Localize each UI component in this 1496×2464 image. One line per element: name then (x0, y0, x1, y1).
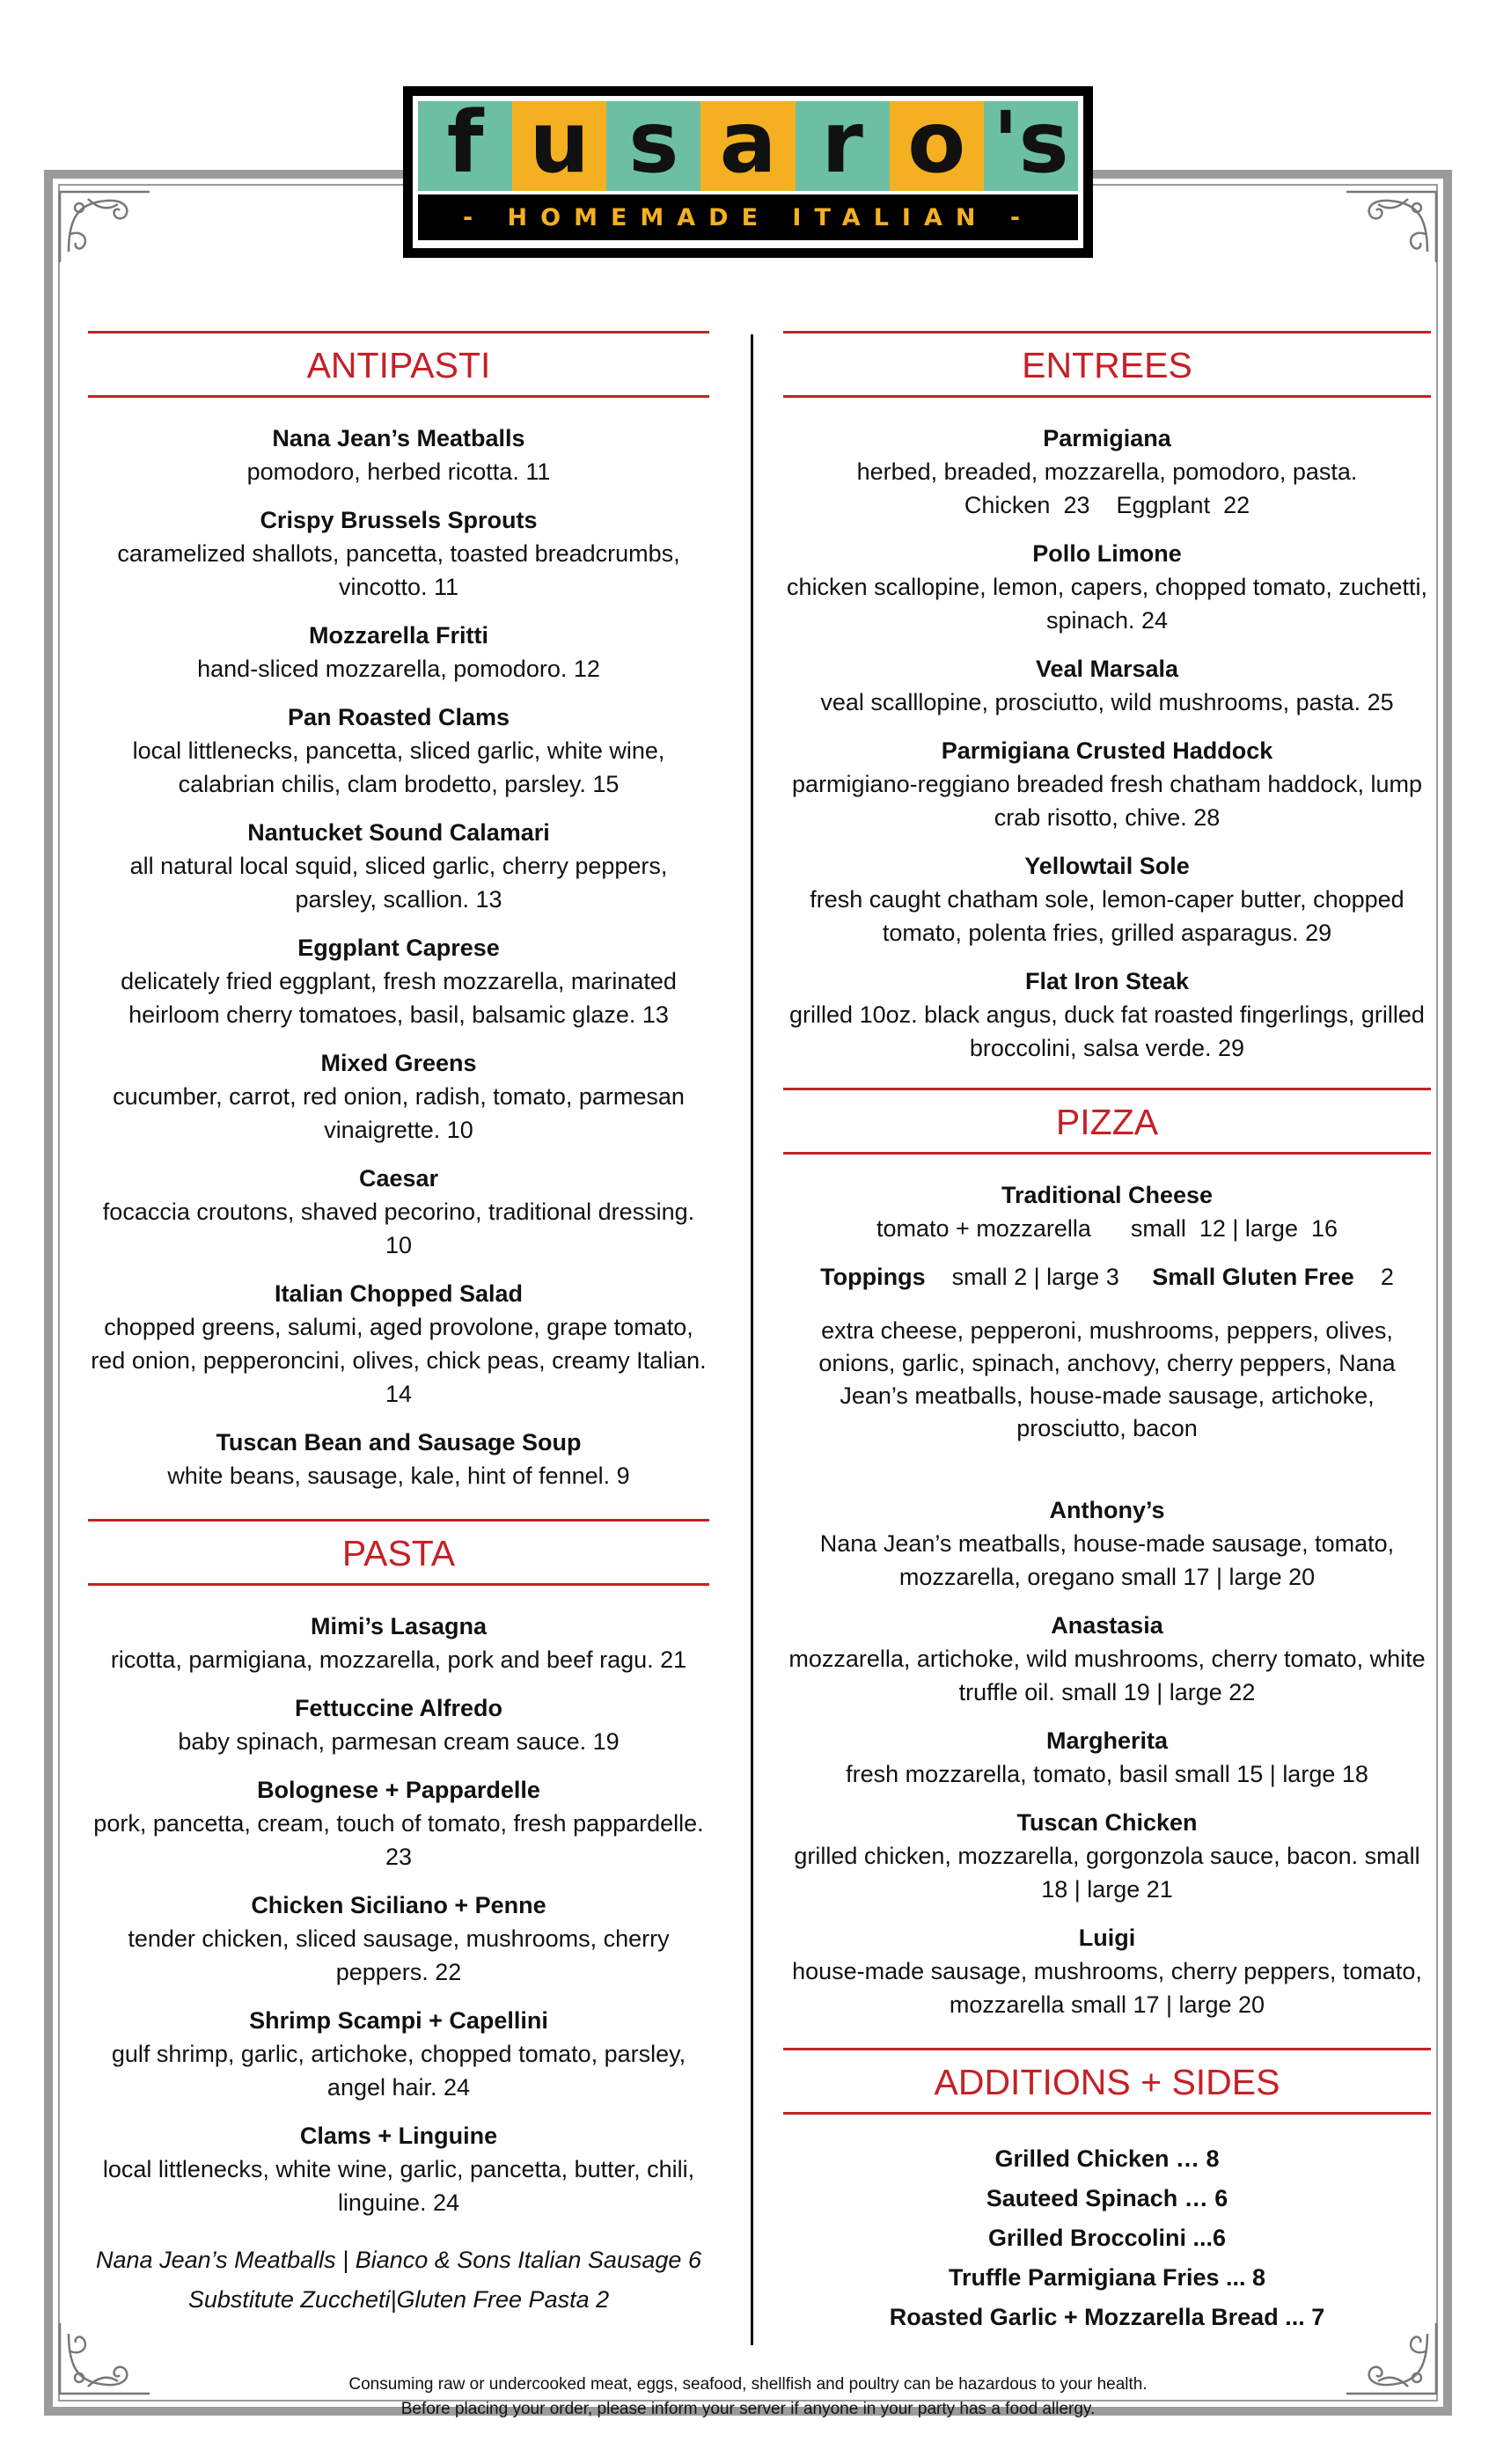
item-desc: tomato + mozzarella small 12 | large 16 (876, 1215, 1338, 1242)
side-item: Truffle Parmigiana Fries ... 8 (948, 2264, 1266, 2291)
item-desc: ricotta, parmigiana, mozzarella, pork and beef ragu. 21 (110, 1646, 687, 1673)
item-desc: grilled 10oz. black angus, duck fat roasted fingerlings, grilled broccolini, salsa verde. 29 (789, 1001, 1425, 1061)
item-name: Nantucket Sound Calamari (247, 819, 550, 846)
menu-item (88, 504, 709, 604)
item-name: Clams + Linguine (299, 2123, 498, 2149)
toppings-row (783, 1261, 1431, 1294)
item-desc: house-made sausage, mushrooms, cherry peppers, tomato, mozzarella small 17 | large 20 (792, 1958, 1422, 2018)
item-desc: baby spinach, parmesan cream sauce. 19 (178, 1728, 620, 1755)
menu-item (88, 1162, 709, 1262)
logo-letter: o (907, 93, 966, 192)
side-item: Sauteed Spinach … 6 (986, 2185, 1228, 2211)
right-column (783, 331, 1431, 2337)
item-desc: pomodoro, herbed ricotta. 11 (246, 458, 551, 485)
menu-item (88, 1692, 709, 1758)
item-name: Crispy Brussels Sprouts (260, 507, 538, 533)
item-name: Caesar (358, 1165, 439, 1192)
logo-tagline: - HOMEMADE ITALIAN - (418, 194, 1078, 240)
menu-item (88, 817, 709, 916)
item-desc: veal scalllopine, prosciutto, wild mushrooms, pasta. 25 (820, 689, 1394, 715)
item-name: Fettuccine Alfredo (294, 1695, 503, 1721)
item-name: Flat Iron Steak (1024, 968, 1190, 994)
sides-header (783, 2048, 1431, 2115)
logo-letter: f (446, 93, 484, 192)
menu-item (783, 850, 1431, 950)
item-desc: tender chicken, sliced sausage, mushrooms, cherry peppers. 22 (128, 1925, 670, 1985)
menu-item (88, 422, 709, 488)
menu-item (88, 1278, 709, 1411)
section-title: PIZZA (1055, 1102, 1159, 1142)
item-name: Anthony’s (1049, 1497, 1165, 1523)
item-name: Parmigiana (1043, 425, 1171, 451)
item-name: Luigi (1078, 1925, 1136, 1951)
item-desc: chopped greens, salumi, aged provolone, grape tomato, red onion, pepperoncini, olives, chick peas, creamy Italian. 14 (91, 1314, 707, 1407)
item-desc: herbed, breaded, mozzarella, pomodoro, pasta. (856, 458, 1358, 485)
item-name: Anastasia (1051, 1612, 1163, 1639)
item-desc: caramelized shallots, pancetta, toasted breadcrumbs, vincotto. 11 (117, 540, 680, 600)
side-item: Roasted Garlic + Mozzarella Bread ... 7 (889, 2304, 1325, 2330)
item-name: Veal Marsala (1035, 656, 1179, 682)
left-column (88, 331, 709, 2320)
item-desc: local littlenecks, white wine, garlic, pancetta, butter, chili, linguine. 24 (102, 2156, 695, 2216)
toppings-list: extra cheese, pepperoni, mushrooms, peppers, olives, onions, garlic, spinach, anchovy, cherry peppers, Nana Jean’s meatballs, house-made sausage, artichoke, prosciutto, bacon (818, 1317, 1396, 1441)
logo-wordmark (418, 93, 1078, 192)
logo-letter: a (719, 93, 777, 192)
menu-item (88, 620, 709, 686)
menu-item (88, 2005, 709, 2104)
section-title: ADDITIONS + SIDES (934, 2062, 1280, 2102)
logo-letter: 's (993, 93, 1069, 192)
menu-item (783, 422, 1431, 522)
side-item: Grilled Chicken … 8 (994, 2145, 1220, 2172)
menu-item (88, 932, 709, 1031)
item-desc: gulf shrimp, garlic, artichoke, chopped tomato, parsley, angel hair. 24 (111, 2041, 686, 2101)
item-desc: fresh mozzarella, tomato, basil small 15 | large 18 (846, 1761, 1368, 1787)
menu-item (88, 1774, 709, 1874)
menu-item (783, 538, 1431, 637)
section-title: PASTA (341, 1533, 456, 1573)
item-desc: mozzarella, artichoke, wild mushrooms, cherry tomato, white truffle oil. small 19 | large 22 (788, 1646, 1426, 1705)
item-name: Mozzarella Fritti (308, 622, 489, 649)
section-title: ANTIPASTI (306, 345, 491, 385)
item-desc: delicately fried eggplant, fresh mozzarella, marinated heirloom cherry tomatoes, basil, balsamic glaze. 13 (121, 968, 677, 1028)
item-desc: parmigiano-reggiano breaded fresh chatham haddock, lump crab risotto, chive. 28 (792, 771, 1422, 831)
item-name: Mixed Greens (320, 1050, 477, 1076)
menu-item (783, 1179, 1431, 1245)
pasta-note: Nana Jean’s Meatballs | Bianco & Sons Italian Sausage 6 (96, 2247, 701, 2273)
menu-item (783, 1807, 1431, 1906)
item-name: Pan Roasted Clams (287, 704, 510, 730)
item-desc: fresh caught chatham sole, lemon-caper butter, chopped tomato, polenta fries, grilled asparagus. 29 (810, 886, 1404, 946)
item-name: Bolognese + Pappardelle (257, 1777, 540, 1803)
toppings-price: small 2 | large 3 (951, 1264, 1119, 1290)
sides-list (783, 2139, 1431, 2337)
corner-ornament-top-right (1338, 181, 1443, 269)
allergy-footer (88, 2372, 1408, 2422)
pizza-list (783, 1494, 1431, 2021)
item-name: Yellowtail Sole (1024, 853, 1190, 879)
pasta-header (88, 1519, 709, 1586)
item-name: Mimi’s Lasagna (310, 1613, 488, 1639)
item-desc: pork, pancetta, cream, touch of tomato, fresh pappardelle. 23 (93, 1810, 704, 1870)
menu-item (88, 2120, 709, 2219)
item-desc: white beans, sausage, kale, hint of fennel. 9 (167, 1463, 630, 1489)
restaurant-logo (403, 86, 1093, 258)
item-name: Italian Chopped Salad (274, 1280, 524, 1307)
menu-item (88, 1047, 709, 1147)
menu-item (783, 653, 1431, 719)
pasta-notes (88, 2240, 709, 2320)
item-name: Parmigiana Crusted Haddock (941, 737, 1273, 764)
logo-letter: r (821, 93, 863, 192)
menu-item (88, 1426, 709, 1492)
side-item: Grilled Broccolini ...6 (987, 2225, 1227, 2251)
antipasti-header (88, 331, 709, 398)
pasta-note: Substitute Zuccheti|Gluten Free Pasta 2 (187, 2286, 610, 2313)
item-name: Nana Jean’s Meatballs (272, 425, 525, 451)
item-name: Traditional Cheese (1001, 1182, 1214, 1208)
logo-letter: u (529, 93, 590, 192)
item-desc: focaccia croutons, shaved pecorino, traditional dressing. 10 (102, 1199, 695, 1258)
menu-item (88, 1889, 709, 1989)
menu-item (88, 701, 709, 801)
menu-item (783, 1725, 1431, 1791)
corner-ornament-top-left (53, 181, 158, 269)
item-name: Shrimp Scampi + Capellini (249, 2007, 548, 2034)
item-desc-prices: Chicken 23 Eggplant 22 (964, 492, 1250, 518)
menu-item (783, 1922, 1431, 2021)
item-name: Eggplant Caprese (297, 935, 500, 961)
gluten-free-label: Small Gluten Free (1152, 1264, 1354, 1290)
footer-line: Before placing your order, please inform your server if anyone in your party has a food allergy. (400, 2400, 1096, 2418)
item-name: Tuscan Chicken (1016, 1809, 1198, 1836)
toppings-label: Toppings (820, 1264, 926, 1290)
entrees-header (783, 331, 1431, 398)
item-desc: hand-sliced mozzarella, pomodoro. 12 (197, 656, 600, 682)
item-desc: all natural local squid, sliced garlic, cherry peppers, parsley, scallion. 13 (129, 853, 668, 913)
pasta-list (88, 1610, 709, 2219)
column-divider (751, 334, 753, 2345)
footer-line: Consuming raw or undercooked meat, eggs, seafood, shellfish and poultry can be hazardous to your health. (348, 2375, 1148, 2394)
menu-item (783, 1610, 1431, 1709)
item-desc: grilled chicken, mozzarella, gorgonzola sauce, bacon. small 18 | large 21 (794, 1843, 1420, 1903)
logo-letter: s (628, 93, 679, 192)
menu-item (783, 735, 1431, 834)
item-name: Pollo Limone (1032, 540, 1182, 567)
item-name: Tuscan Bean and Sausage Soup (216, 1429, 582, 1456)
item-desc: cucumber, carrot, red onion, radish, tomato, parmesan vinaigrette. 10 (113, 1083, 685, 1143)
menu-item (783, 1494, 1431, 1594)
section-title: ENTREES (1022, 345, 1192, 385)
item-name: Margherita (1045, 1727, 1169, 1754)
gluten-free-price: 2 (1380, 1264, 1394, 1290)
pizza-header (783, 1088, 1431, 1155)
antipasti-list (88, 422, 709, 1492)
menu-item (783, 965, 1431, 1065)
item-desc: chicken scallopine, lemon, capers, chopped tomato, zuchetti, spinach. 24 (787, 574, 1427, 634)
item-desc: local littlenecks, pancetta, sliced garlic, white wine, calabrian chilis, clam brodetto, parsley. 15 (132, 737, 665, 797)
item-name: Chicken Siciliano + Penne (251, 1892, 546, 1918)
entrees-list (783, 422, 1431, 1065)
menu-item (88, 1610, 709, 1676)
item-desc: Nana Jean’s meatballs, house-made sausage, tomato, mozzarella, oregano small 17 | large 20 (819, 1530, 1395, 1590)
